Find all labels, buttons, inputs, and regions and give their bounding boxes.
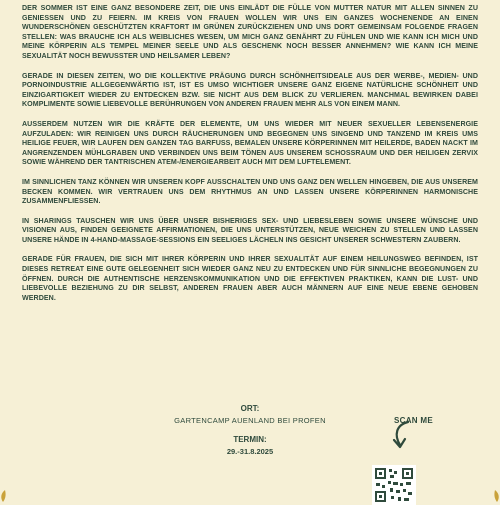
paragraph-sharings: IN SHARINGS TAUSCHEN WIR UNS ÜBER UNSER BISHERIGES SEX- UND LIEBESLEBEN SOWIE UNSERE WÜNSCHE UND VISIONEN AUS, FINDEN GEEIGNETE AFFIRMATIONEN, DIE UNS UNTERSTÜTZEN, NEUE WEICHEN ZU STELLEN UND LASSEN UNSERE HÄNDE IN 4-HAND-MASSAGE-SESSIONS EIN SEELIGES LÄCHELN INS GESICHT UNSERER SCHWESTERN ZAUBERN. (22, 216, 478, 244)
date-value: 29.-31.8.2025 (226, 447, 274, 456)
date-label: TERMIN: (233, 435, 267, 444)
paragraph-dance: IM SINNLICHEN TANZ KÖNNEN WIR UNSEREN KOPF AUSSCHALTEN UND UNS GANZ DEN WELLEN HINGEBEN, DIE AUS UNSEREM BECKEN KOMMEN. WIR VERTRAUEN UNS DEM RHYTHMUS AN UND LASSEN UNSERE KÖRPERINNEN HARMONISCHE ZUSAMMENFLIESSEN. (22, 177, 478, 206)
event-info (0, 375, 500, 500)
arrow-down-icon (388, 419, 418, 453)
location-value: GARTENCAMP AUENLAND BEI PROFEN (174, 416, 326, 425)
paragraph-elements: AUSSERDEM NUTZEN WIR DIE KRÄFTE DER ELEMENTE, UM UNS WIEDER MIT NEUER SEXUELLER LEBENSENERGIE AUFZULADEN: WIR REINIGEN UNS DURCH RÄUCHERUNGEN UND BEGEGNEN UNS SINGEND UND TANZEND IM KREIS UMS HEILIGE FEUER, WIR LAUFEN DEN GANZEN TAG BARFUSS, BEMALEN UNSERE KÖRPERINNEN MIT HEILERDE, BADEN NACKT IM ANGRENZENDEN MÜHLGRABEN UND VERBINDEN UNS BEIM TÖNEN AUS UNSEREM SCHOSSRAUM UND DER HEILIGEN ZERVIX SOWIE WÄHREND DER TANTRISCHEN ATEM-/ENERGIEARBEIT AUCH MIT DEM LUFTELEMENT. (22, 119, 478, 167)
qr-code-icon[interactable] (372, 465, 416, 505)
flyer-body (22, 4, 478, 313)
paragraph-beauty: GERADE IN DIESEN ZEITEN, WO DIE KOLLEKTIVE PRÄGUNG DURCH SCHÖNHEITSIDEALE AUS DER WERBE-, MEDIEN- UND PORNOINDUSTRIE ALLGEGENWÄRTIG IST, IST ES UMSO WICHTIGER UNSERE GANZ EIGENE NATÜRLICHE SCHÖNHEIT UND EINZIGARTIGKEIT WIEDER ZU ENTDECKEN BZW. SIE NICHT AUS DEM BLICK ZU VERLIEREN. MANCHMAL BEWIRKEN DABEI KOMPLIMENTE SOWIE LIEBEVOLLE BERÜHRUNGEN VON ANDEREN FRAUEN MEHR ALS VON EINEM MANN. (22, 71, 478, 109)
paragraph-intro: DER SOMMER IST EINE GANZ BESONDERE ZEIT, DIE UNS EINLÄDT DIE FÜLLE VON MUTTER NATUR MIT ALLEN SINNEN ZU GENIESSEN UND ZU FEIERN. IM KREIS VON FRAUEN WOLLEN WIR UNS EIN GANZES WOCHENENDE AN EINEN WUNDERSCHÖNEN GESCHÜTZTEN KRAFTORT IM GRÜNEN ZURÜCKZIEHEN UND UNS DORT GEMEINSAM FOLGENDE FRAGEN STELLEN: WAS BRAUCHE ICH ALS WEIBLICHES WESEN, UM MICH GANZ GENÄHRT ZU FÜHLEN UND WIE KANN ICH MICH UND MEINE KÖRPERIN ALS TEMPEL MEINER SEELE UND ALS GESCHENK NOCH BESSER ANNEHMEN? WIE KANN ICH MEINE SEXUALITÄT NOCH BEWUSSTER UND HEILSAMER LEBEN? (22, 4, 478, 60)
scan-me-label: SCAN ME (394, 416, 433, 425)
location-label: ORT: (240, 404, 260, 413)
paragraph-healing: GERADE FÜR FRAUEN, DIE SICH MIT IHRER KÖRPERIN UND IHRER SEXUALITÄT AUF EINEM HEILUNGSWEG BEFINDEN, IST DIESES RETREAT EINE GUTE GELEGENHEIT SICH WIEDER GANZ NEU ZU ENTDECKEN UND FÜR SINNLICHE BEGEGNUNGEN ZU ÖFFNEN. DURCH DIE AUTHENTISCHE HERZENSKOMMUNIKATION UND DIE EFFEKTIVEN PRAKTIKEN, KANN DIE LUST- UND LIEBEVOLLE BEZIEHUNG ZU DIR SELBST, ANDEREN FRAUEN ABER AUCH MÄNNERN AUF EINE NEUE EBENE GEHOBEN WERDEN. (22, 255, 478, 302)
